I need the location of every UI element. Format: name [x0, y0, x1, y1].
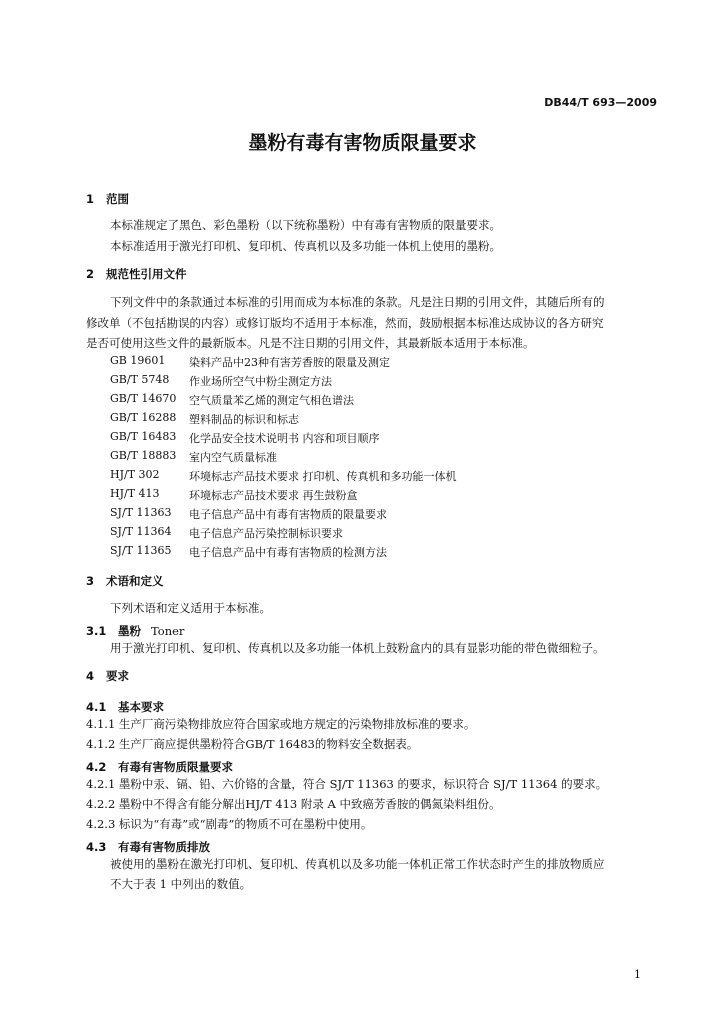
reference-title: 作业场所空气中粉尘测定方法 [189, 375, 332, 388]
requirement-4-3-body-line-2: 不大于表 1 中列出的数值。 [110, 877, 252, 891]
subsection-title: 有毒有害物质限量要求 [118, 760, 233, 774]
reference-title: 环境标志产品技术要求 再生鼓粉盒 [189, 489, 358, 502]
section-1-heading [86, 191, 129, 207]
reference-code: HJ/T 302 [110, 468, 160, 481]
reference-title: 化学品安全技术说明书 内容和项目顺序 [189, 432, 380, 445]
normative-intro-line-3: 是否可使用这些文件的最新版本。凡是不注日期的引用文件，其最新版本适用于本标准。 [86, 336, 535, 350]
reference-code: HJ/T 413 [110, 487, 160, 500]
reference-title: 电子信息产品污染控制标识要求 [189, 527, 343, 540]
section-number: 2 [86, 267, 95, 281]
term-english: Toner [151, 624, 185, 638]
section-2-heading [86, 266, 187, 282]
reference-title: 塑料制品的标识和标志 [189, 413, 299, 426]
reference-title: 电子信息产品中有毒有害物质的限量要求 [189, 508, 387, 521]
reference-code: GB/T 5748 [110, 373, 170, 386]
page-number: 1 [634, 968, 641, 981]
section-title: 范围 [106, 192, 129, 206]
requirement-4-2-3: 4.2.3 标识为“有毒”或“剧毒”的物质不可在墨粉中使用。 [86, 817, 373, 831]
requirement-4-3-heading [86, 836, 210, 855]
section-3-heading [86, 573, 164, 589]
term-number: 3.1 [86, 624, 107, 638]
requirement-4-2-1: 4.2.1 墨粉中汞、镉、铅、六价铬的含量，符合 SJ/T 11363 的要求，标识符合 SJ/T 11364 的要求。 [86, 777, 608, 791]
scope-line-2: 本标准适用于激光打印机、复印机、传真机以及多功能一体机上使用的墨粉。 [110, 239, 501, 253]
reference-code: GB/T 14670 [110, 392, 177, 405]
section-number: 4 [86, 669, 95, 683]
reference-title: 电子信息产品中有毒有害物质的检测方法 [189, 546, 387, 559]
reference-code: SJ/T 11365 [110, 544, 172, 557]
subsection-number: 4.2 [86, 760, 107, 774]
section-number: 3 [86, 574, 95, 588]
reference-code: GB/T 16483 [110, 430, 177, 443]
scope-line-1: 本标准规定了黑色、彩色墨粉（以下统称墨粉）中有毒有害物质的限量要求。 [110, 218, 501, 232]
requirement-4-1-1: 4.1.1 生产厂商污染物排放应符合国家或地方规定的污染物排放标准的要求。 [86, 717, 476, 731]
term-3-1 [86, 620, 184, 639]
section-title: 规范性引用文件 [106, 267, 187, 281]
reference-title: 空气质量苯乙烯的测定气相色谱法 [189, 394, 354, 407]
requirement-4-1-heading [86, 696, 164, 715]
term-title: 墨粉 [118, 624, 141, 638]
term-definition: 用于激光打印机、复印机、传真机以及多功能一体机上鼓粉盒内的具有显影功能的带色微细粒子。 [110, 641, 605, 655]
normative-intro-line-2: 修改单（不包括勘误的内容）或修订版均不适用于本标准，然而，鼓励根据本标准达成协议的各方研究 [86, 316, 604, 330]
section-number: 1 [86, 192, 95, 206]
section-title: 要求 [106, 669, 129, 683]
reference-title: 环境标志产品技术要求 打印机、传真机和多功能一体机 [189, 470, 457, 483]
subsection-number: 4.1 [86, 700, 107, 714]
reference-title: 染料产品中23种有害芳香胺的限量及测定 [189, 356, 390, 369]
requirement-4-1-2: 4.1.2 生产厂商应提供墨粉符合GB/T 16483的物料安全数据表。 [86, 737, 419, 751]
reference-code: SJ/T 11364 [110, 525, 172, 538]
section-title: 术语和定义 [106, 574, 164, 588]
section-4-heading [86, 668, 129, 684]
requirement-4-2-heading [86, 756, 233, 775]
reference-code: GB/T 18883 [110, 449, 177, 462]
reference-code: GB/T 16288 [110, 411, 177, 424]
standard-code: DB44/T 693—2009 [544, 96, 657, 109]
requirement-4-3-body-line-1: 被使用的墨粉在激光打印机、复印机、传真机以及多功能一体机正常工作状态时产生的排放物质应 [110, 857, 605, 871]
document-title: 墨粉有毒有害物质限量要求 [248, 132, 477, 154]
terms-intro: 下列术语和定义适用于本标准。 [110, 601, 271, 615]
subsection-number: 4.3 [86, 840, 107, 854]
reference-code: GB 19601 [110, 354, 166, 367]
subsection-title: 基本要求 [118, 700, 164, 714]
reference-title: 室内空气质量标准 [189, 451, 277, 464]
requirement-4-2-2: 4.2.2 墨粉中不得含有能分解出HJ/T 413 附录 A 中致癌芳香胺的偶氮染料组份。 [86, 797, 501, 811]
subsection-title: 有毒有害物质排放 [118, 840, 210, 854]
reference-code: SJ/T 11363 [110, 506, 172, 519]
normative-intro-line-1: 下列文件中的条款通过本标准的引用而成为本标准的条款。凡是注日期的引用文件，其随后所有的 [110, 295, 605, 309]
